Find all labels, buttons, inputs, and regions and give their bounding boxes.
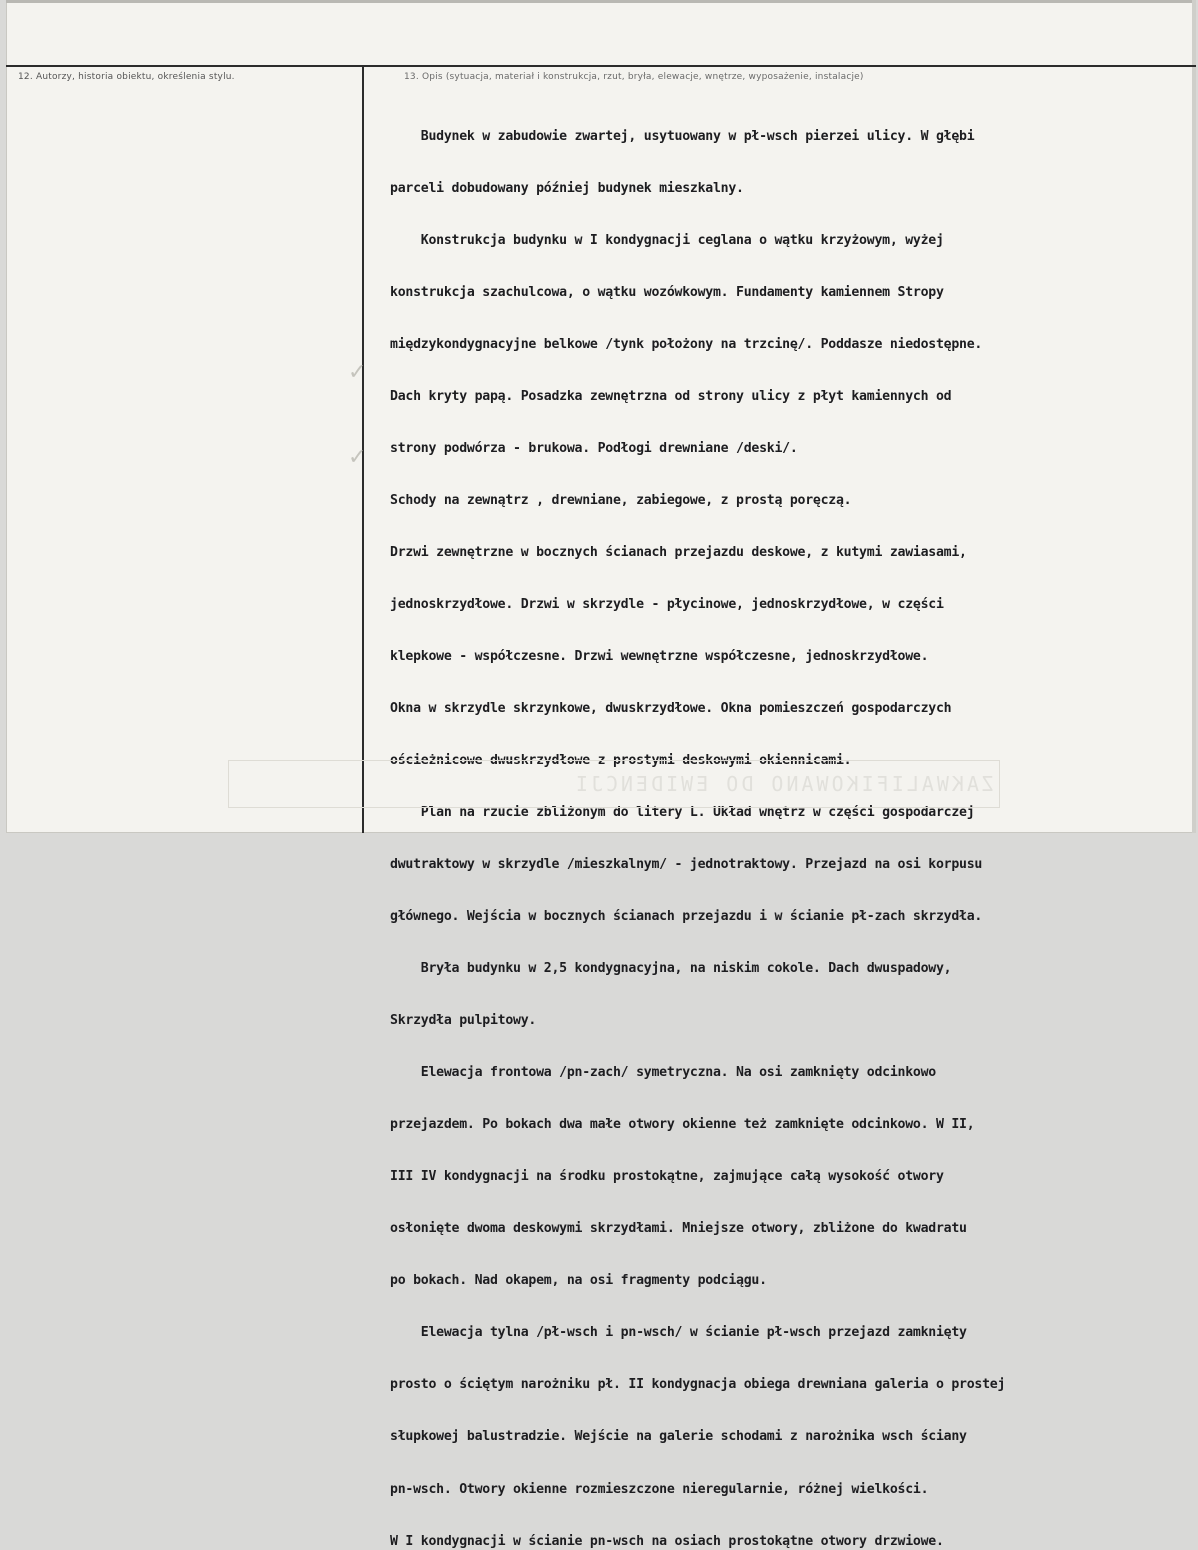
text-line: konstrukcja szachulcowa, o wątku wozówkowym. Fundamenty kamiennem Stropy xyxy=(390,284,944,300)
text-line: Skrzydła pulpitowy. xyxy=(390,1013,537,1029)
text-line: Plan na rzucie zbliżonym do litery L. Układ wnętrz w części gospodarczej xyxy=(390,805,975,821)
document-sheet xyxy=(6,0,1196,1549)
text-line: międzykondygnacyjne belkowe /tynk położony na trzcinę/. Poddasze niedostępne. xyxy=(390,336,983,352)
text-line: Konstrukcja budynku w I kondygnacji ceglana o wątku krzyżowym, wyżej xyxy=(390,232,944,248)
text-line: parceli dobudowany później budynek mieszkalny. xyxy=(390,180,744,196)
typed-description xyxy=(390,93,1190,1550)
text-line: pn-wsch. Otwory okienne rozmieszczone nieregularnie, różnej wielkości. xyxy=(390,1481,929,1497)
text-line: III IV kondygnacji na środku prostokątne, zajmujące całą wysokość otwory xyxy=(390,1169,944,1185)
text-line: strony podwórza - brukowa. Podłogi drewniane /deski/. xyxy=(390,440,798,456)
text-line: prosto o ściętym narożniku pł. II kondygnacja obiega drewniana galeria o prostej xyxy=(390,1377,1006,1393)
text-line: klepkowe - współczesne. Drzwi wewnętrzne współczesne, jednoskrzydłowe. xyxy=(390,649,929,664)
text-line: przejazdem. Po bokach dwa małe otwory okienne też zamknięte odcinkowo. W II, xyxy=(390,1117,975,1133)
text-line: po bokach. Nad okapem, na osi fragmenty podciągu. xyxy=(390,1273,767,1289)
text-line: dwutraktowy w skrzydle /mieszkalnym/ - jednotraktowy. Przejazd na osi korpusu xyxy=(390,857,983,873)
pencil-check-mark: ✓ xyxy=(348,445,367,470)
text-line: Bryła budynku w 2,5 kondygnacyjna, na niskim cokole. Dach dwuspadowy, xyxy=(390,961,952,977)
horizontal-rule xyxy=(6,65,1196,67)
text-line: słupkowej balustradzie. Wejście na galerie schodami z narożnika wsch ściany xyxy=(390,1429,967,1445)
text-line: Okna w skrzydle skrzynkowe, dwuskrzydłowe. Okna pomieszczeń gospodarczych xyxy=(390,701,952,717)
text-line: Dach kryty papą. Posadzka zewnętrzna od strony ulicy z płyt kamiennych od xyxy=(390,388,952,404)
text-line: Drzwi zewnętrzne w bocznych ścianach przejazdu deskowe, z kutymi zawiasami, xyxy=(390,544,967,560)
mirrored-bleed-through-text: ZAKWALIFIKOWANO DO EWIDENCJI xyxy=(572,772,994,796)
top-edge xyxy=(6,0,1196,3)
section-13-header: 13. Opis (sytuacja, materiał i konstrukcja, rzut, bryła, elewacje, wnętrze, wyposażenie, instalacje) xyxy=(404,72,864,82)
text-line: Elewacja frontowa /pn-zach/ symetryczna. Na osi zamknięty odcinkowo xyxy=(390,1065,936,1081)
text-line: Schody na zewnątrz , drewniane, zabiegowe, z prostą poręczą. xyxy=(390,492,852,508)
text-line: osłonięte dwoma deskowymi skrzydłami. Mniejsze otwory, zbliżone do kwadratu xyxy=(390,1221,967,1237)
text-line: ościeżnicowe dwuskrzydłowe z prostymi deskowymi okiennicami. xyxy=(390,753,852,769)
text-line: głównego. Wejścia w bocznych ścianach przejazdu i w ścianie pł-zach skrzydła. xyxy=(390,909,983,925)
text-line: jednoskrzydłowe. Drzwi w skrzydle - płycinowe, jednoskrzydłowe, w części xyxy=(390,596,944,612)
right-edge xyxy=(1192,0,1196,833)
text-line: Elewacja tylna /pł-wsch i pn-wsch/ w ścianie pł-wsch przejazd zamknięty xyxy=(390,1325,967,1341)
pencil-check-mark: ✓ xyxy=(348,360,367,385)
section-12-header: 12. Autorzy, historia obiektu, określenia stylu. xyxy=(18,72,235,82)
text-line: W I kondygnacji w ścianie pn-wsch na osiach prostokątne otwory drzwiowe. xyxy=(390,1533,944,1549)
text-line: Budynek w zabudowie zwartej, usytuowany w pł-wsch pierzei ulicy. W głębi xyxy=(390,128,975,144)
